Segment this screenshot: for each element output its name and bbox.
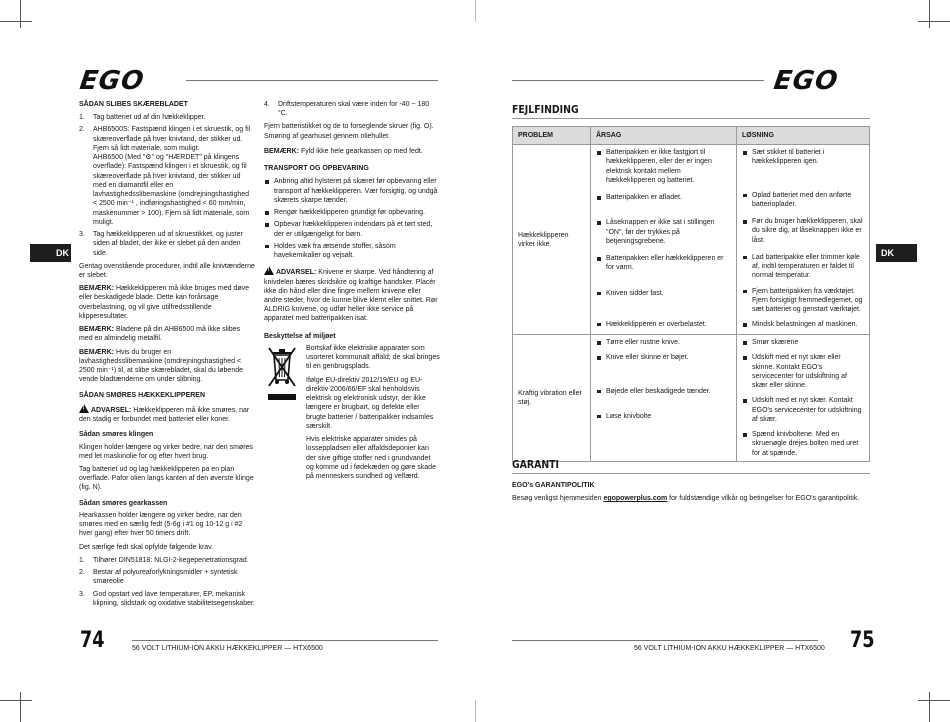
list-item: 4. Driftstemperaturen skal være inden for -40 ~ 180 °C. <box>264 101 430 118</box>
note-4: BEMÆRK: Fyld ikke hele gearkassen op med fedt. <box>264 147 423 155</box>
cause-item: Batteripakken er afladet. <box>596 193 731 202</box>
environment-title: Beskyttelse af miljøet <box>264 332 336 340</box>
solution-item: Udskift med et nyt skær. Kontakt EGO's servicecenter for udskiftning af skær. <box>742 396 864 424</box>
environment-block <box>264 344 440 485</box>
cause-item: Hækkeklipperen er overbelastet. <box>596 320 731 329</box>
gearbox-requirement-4 <box>264 100 440 118</box>
list-item: Anbring altid hylsteret på skæret før opbevaring eller transport af hækkeklipperen. Vær forsigtig, og undgå skærets skarpe tænder. <box>264 177 440 205</box>
warranty-title: GARANTI <box>512 458 560 471</box>
list-item: 3. God opstart ved lave temperaturer, EP, mekanisk klipning, slidstark og oxidative stabilitetsegenskaber. <box>79 590 255 607</box>
header-problem: PROBLEM <box>513 127 591 145</box>
cause-item: Låseknappen er ikke sat i stillingen "ON", før der trykkes på betjeningsgrebene. <box>596 218 731 246</box>
footer-text-right: 56 VOLT LITHIUM-ION AKKU HÆKKEKLIPPER — HTX6500 <box>634 645 825 652</box>
crossed-bin-icon <box>264 344 300 402</box>
crop-mark <box>918 700 950 701</box>
solution-item: Oplad batteriet med den anførte batterioplader. <box>742 191 864 209</box>
header-cause: ÅRSAG <box>591 127 737 145</box>
gearbox-p2: Det særlige fedt skal opfylde følgende krav. <box>79 543 214 551</box>
sharpen-steps <box>79 113 255 258</box>
brand-logo-right: EGO <box>771 66 841 96</box>
page-number-right: 75 <box>850 628 875 653</box>
cause-item: Tørre eller rustne knive. <box>596 338 731 347</box>
table-header-row <box>513 127 870 145</box>
note-1: BEMÆRK: Hækkeklipperen må ikke bruges med døve eller beskadigede blade. Dette kan forårsage overbelastning, og vil give utilfredsstillende klipperesultater. <box>79 285 250 320</box>
footer-rule-right <box>512 640 818 641</box>
weee-bin-icon <box>264 344 300 485</box>
warranty-subtitle: EGO's GARANTIPOLITIK <box>512 482 595 489</box>
warning-icon <box>264 266 274 275</box>
list-item: 1. Tag batteriet ud af din hækkeklipper. <box>79 114 206 122</box>
repeat-text: Gentag ovenstående procedurer, indtil alle knivtænderne er slebet. <box>79 262 255 279</box>
note-3: BEMÆRK: Hvis du bruger en lavhastighedsslibemaskine (omdrejningshastighed < 2500 min⁻¹) til, at slibe skærebladet, skal du løbende vende bladtænderne om under slibning. <box>79 348 243 384</box>
table-row <box>513 145 870 335</box>
language-tab-left: DK <box>30 244 71 262</box>
transport-title: TRANSPORT OG OPBEVARING <box>264 165 369 173</box>
header-solution: LØSNING <box>737 127 870 145</box>
warning-icon <box>79 404 89 413</box>
transport-warning: !ADVARSEL: Knivene er skarpe. Ved håndtering af knivdelen bæres skridsikre og kraftige handsker. Placér ikke din hånd eller dine fingre mellem knivene eller andre steder, hvor de kunne blive klemt eller snittet. Rør ALDRIG knivene, og udfør heller ikke service på apparatet med batteripakken isat. <box>264 266 440 323</box>
crop-mark <box>0 21 32 22</box>
sharpen-title: SÅDAN SLIBES SKÆREBLADET <box>79 101 188 108</box>
problem-cell: Kraftig vibration eller støj. <box>513 335 591 462</box>
lube-blade-p1: Klingen holder længere og virker bedre, nar den smøres med let maskinolie for og efter hvert brug. <box>79 443 253 460</box>
crop-mark <box>929 0 930 28</box>
problem-cell: Hækkeklipperen virker ikke. <box>513 145 591 335</box>
header-rule-right <box>512 80 764 81</box>
env-p2: Ifølge EU-direktiv 2012/19/EU og EU-direktiv 2006/66/EF skal henholdsvis elektrisk og elektronisk udstyr, der ikke længere er brugbart, og defekte eller brugte batterier / batteripakker indsamles særskilt. <box>306 376 434 430</box>
list-item: Holdes væk fra ætsende stoffer, såsom havekemikalier og vejsalt. <box>264 242 440 260</box>
solution-item: Før du bruger hækkeklipperen, skal du sikre dig, at låseknappen ikke er låst. <box>742 217 864 245</box>
left-column-1 <box>79 100 255 612</box>
note-2: BEMÆRK: Bladene på din AHB6500 må ikke slibes med en almindelig metalfil. <box>79 326 241 343</box>
list-item: 3. Tag hækkeklipperen ud af skruestikket, og juster siden af bladet, der ikke er slebet på den anden side. <box>79 231 243 257</box>
solution-cell <box>737 145 870 335</box>
solution-item: Fjern batteripakken fra værktøjet. Fjern forsigtigt fremmedlegemet, og sæt batteriet og genstart værktøjet. <box>742 287 864 315</box>
environment-text <box>306 344 440 485</box>
solution-item: Mindsk belastningen af maskinen. <box>742 320 864 329</box>
lube-title: SÅDAN SMØRES HÆKKEKLIPPEREN <box>79 391 206 399</box>
crop-mark <box>20 0 21 28</box>
footer-rule-left <box>132 640 438 641</box>
remove-text: Fjern batteristikket og de to forseglende skruer (fig. O). Smøring af gearhuset gennem oliehullet. <box>264 123 434 140</box>
list-item: 2. Bestar af polyureaforlykningsmidler + syntetisk smøreolie <box>79 569 238 586</box>
troubleshoot-rule <box>512 118 870 119</box>
transport-list <box>264 177 440 260</box>
solution-item: Udskift med et nyt skær eller skinne. Kontakt EGO's servicecenter for udskiftning af skær eller skinne. <box>742 353 864 390</box>
cause-item: Batteripakken eller hækkeklipperen er for varm. <box>596 254 731 272</box>
lube-blade-p2: Tag batteriet ud og lag hækkeklipperen pa en plan overflade. Pafor olien langs kanten af den øverste klinge (fig. N). <box>79 465 254 492</box>
lube-blade-title: Sådan smøres klingen <box>79 431 154 439</box>
cause-item: Knive eller skinne er bøjet. <box>596 353 731 362</box>
lube-warning: !ADVARSEL: Hækkeklipperen må ikke smøres, nar den stadig er forbundet med batteriet eller koner. <box>79 404 255 424</box>
cause-cell <box>591 335 737 462</box>
footer-text-left: 56 VOLT LITHIUM-ION AKKU HÆKKEKLIPPER — HTX6500 <box>132 645 323 652</box>
solution-cell <box>737 335 870 462</box>
header-rule-left <box>186 80 438 81</box>
list-item: 1. Tilhører DIN51818: NLGI-2-kegepenetrationsgrad. <box>79 556 249 564</box>
gearbox-title: Sådan smøres gearkassen <box>79 499 168 507</box>
cause-cell <box>591 145 737 335</box>
env-p3: Hvis elektriske apparater smides på losseppladsen eller affaldsdeponier kan der sive giftige stoffer ned i grundvandet og komme ud i fødekæden og gøre skade på menneskers sundhed og velfærd. <box>306 436 436 480</box>
solution-item: Spænd knivboltene. Med en skruenøgle drejes bolten med uret for at spænde. <box>742 430 864 458</box>
gearbox-requirements <box>79 556 255 608</box>
gearbox-p1: Hearkassen holder længere og virker bedre, nar den smøres med en særlig fedt (5-6g i #1 og 10-12 g i #2 hver gang) efter hver 50 timers drift. <box>79 511 243 538</box>
page-number-left: 74 <box>80 628 105 653</box>
cause-item: Kniven sidder fast. <box>596 289 731 298</box>
solution-item: Lad batteripakke eller trimmer køle af, indtil temperaturen er faldet til normal temperatur. <box>742 253 864 281</box>
cause-item: Bøjede eller beskadigede tænder. <box>596 387 731 396</box>
crop-mark <box>918 21 950 22</box>
troubleshoot-title: FEJLFINDING <box>512 103 579 116</box>
crop-mark <box>929 692 930 722</box>
list-item: Opbevar hækkeklipperen indendørs på et tørt sted, der er utilgængeligt for børn. <box>264 220 440 238</box>
crop-mark <box>0 700 32 701</box>
crop-mark <box>475 700 476 722</box>
list-item: 2. AHB6500S: Fastspænd klingen i et skruestik, og fil skæreoverflade på hver knivtand, der stikker ud. Fjern så lidt materiale, som muligt. AHB6500 (Med "⚙" og "HÆRDET" på klingens overflade): Fastspænd klingen i et skruestik, og fil skæreoverflade på hver knivtand, der stikker ud med en diamantfil eller en lavhastighedsslibemaskine (omdrejningshastighed < 2500 min⁻¹ , indføringshastighed < 60 mm/min, maskenummer > 100). Fjern så lidt materiale, som muligt. <box>79 126 251 226</box>
list-item: Rengør hækkeklipperen grundigt før opbevaring. <box>264 208 440 217</box>
solution-item: Smør skærene <box>742 338 864 347</box>
language-tab-right: DK <box>876 244 917 262</box>
cause-item: Løse knivbolte <box>596 412 731 421</box>
warranty-rule <box>512 473 870 474</box>
crop-mark <box>20 692 21 722</box>
table-row <box>513 335 870 462</box>
troubleshoot-table <box>512 126 870 462</box>
brand-logo-left: EGO <box>77 66 147 96</box>
env-p1: Bortskaf ikke elektriske apparater som usorteret kommunalt affald; de skal bringes til en genbrugsplads. <box>306 344 440 371</box>
warranty-text: Besøg venligst hjemmesiden egopowerplus.com for fuldstændige vilkår og betingelser for EGO's garantipolitik. <box>512 495 860 502</box>
cause-item: Batteripakken er ikke fastgjort til hækkeklipperen, eller der er ingen elektrisk kontakt mellem hækkeklipperen og batteriet. <box>596 148 731 185</box>
warranty-link[interactable]: egopowerplus.com <box>603 495 668 502</box>
crop-mark <box>475 0 476 22</box>
left-column-2 <box>264 100 440 485</box>
solution-item: Sæt stikket til batteriet i hækkeklipperen igen. <box>742 148 864 166</box>
